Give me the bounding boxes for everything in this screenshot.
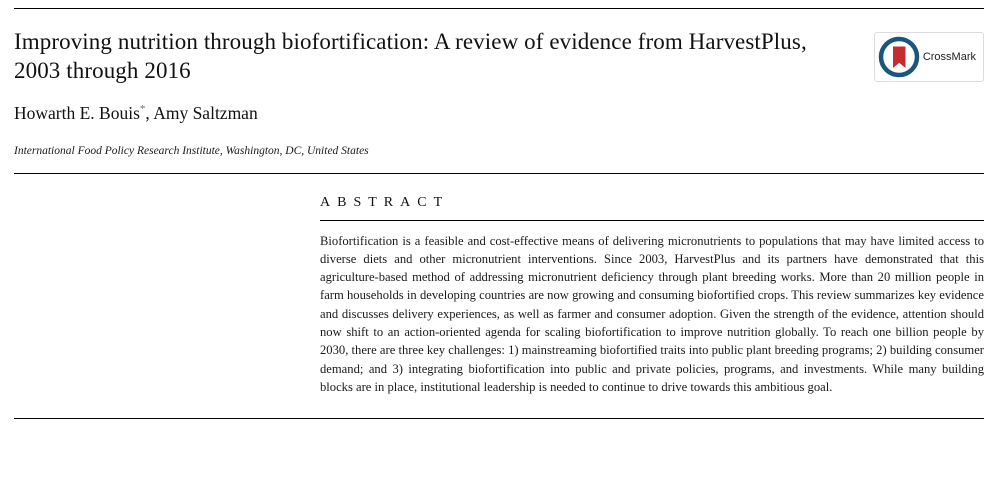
author-2: Amy Saltzman [153,102,258,123]
abstract-heading-rule [320,220,984,221]
paper-title: Improving nutrition through biofortification: A review of evidence from HarvestPlus, 2003 through 2016 [14,29,807,83]
author-1: Howarth E. Bouis [14,102,140,123]
authors-line [14,103,984,124]
header-divider-rule [14,173,984,174]
crossmark-badge[interactable] [874,32,984,82]
abstract-heading: ABSTRACT [320,194,450,210]
paper-first-page [0,8,1000,502]
top-rule [14,8,984,9]
author-separator: , [145,102,154,123]
abstract-section [320,195,984,397]
abstract-text: Biofortification is a feasible and cost-effective means of delivering micronutrients to populations that may have limited access to diverse diets and other micronutrient interventions. Since 2003, HarvestPlus and its partners have demonstrated that this agriculture-based method of addressing micronutrient deficiency through plant breeding works. More than 20 million people in farm households in developing countries are now growing and consuming biofortified crops. This review summarizes key evidence and discusses delivery experiences, as well as farmer and consumer adoption. Given the strength of the evidence, attention should now shift to an action-oriented agenda for scaling biofortification to improve nutrition globally. To reach one billion people by 2030, there are three key challenges: 1) mainstreaming biofortified traits into public plant breeding programs; 2) building consumer demand; and 3) integrating biofortification into public and private policies, programs, and investments. While many building blocks are in place, institutional leadership is needed to continue to drive towards this ambitious goal. [320,233,984,394]
affiliation: International Food Policy Research Institute, Washington, DC, United States [14,144,369,157]
title-header-row [14,28,984,86]
crossmark-label: CrossMark [922,51,976,63]
corresponding-author-mark[interactable]: * [139,102,146,115]
crossmark-icon [878,36,920,78]
bottom-rule [14,418,984,419]
